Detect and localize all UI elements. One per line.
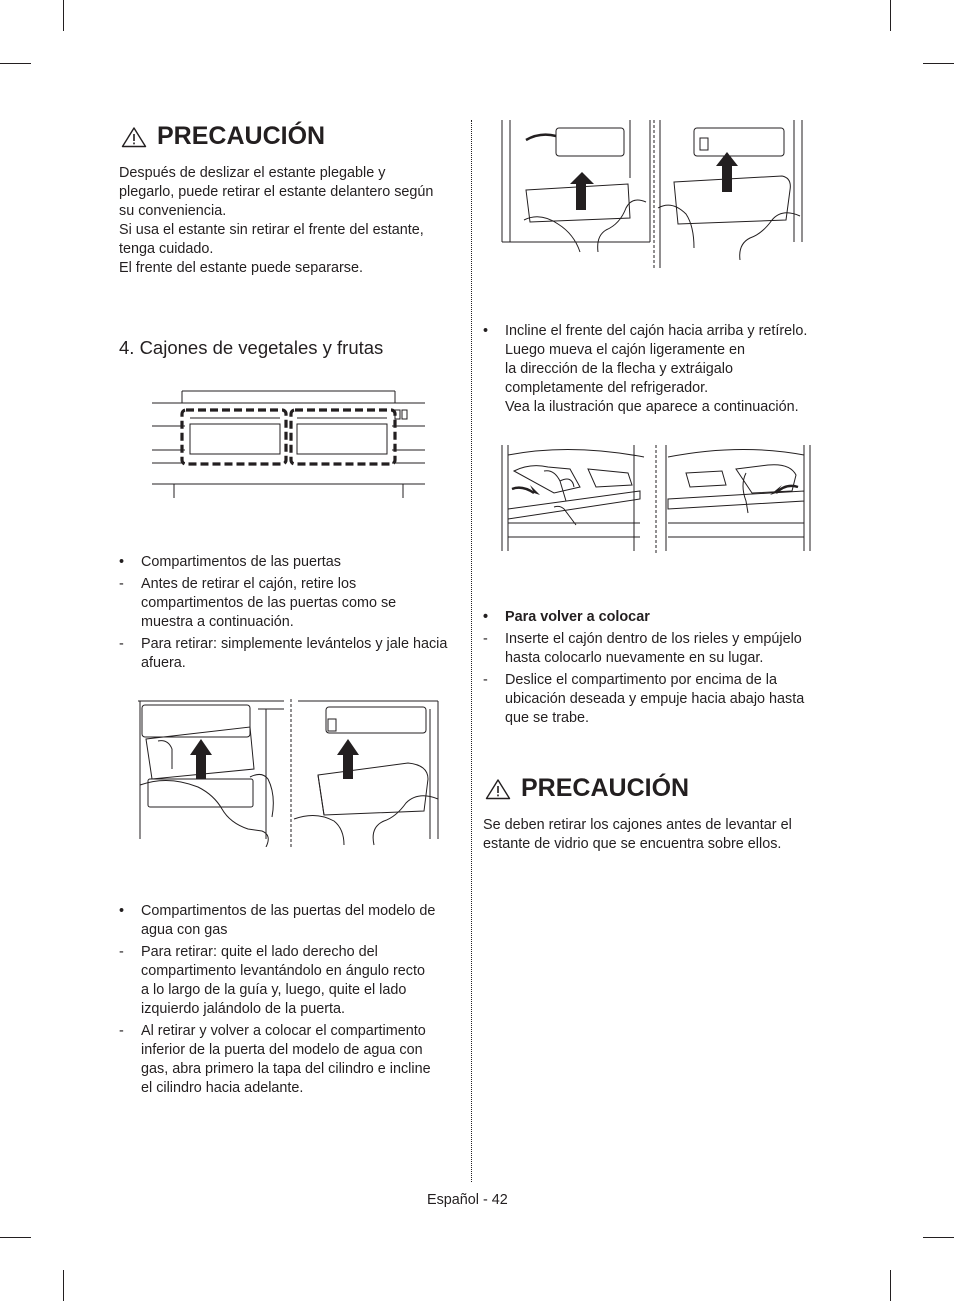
text-line: plegarlo, puede retirar el estante delantero según — [119, 184, 434, 200]
warning-icon — [121, 126, 147, 148]
text-line: ubicación deseada y empuje hacia abajo hasta — [505, 691, 805, 707]
text-line: Compartimentos de las puertas del modelo de — [141, 903, 436, 919]
text-line: estante de vidrio que se encuentra sobre ellos. — [483, 836, 782, 852]
crop-mark — [0, 1237, 31, 1238]
caution-text — [483, 816, 828, 854]
text-line: gas, abra primero la tapa del cilindro e incline — [141, 1061, 431, 1077]
gas-bins-illustration — [500, 120, 805, 268]
text-line: tenga cuidado. — [119, 241, 214, 257]
text-line: Para retirar: quite el lado derecho del — [141, 944, 378, 960]
gas-bins-list — [119, 902, 464, 1101]
text-line: compartimento levantándolo en ángulo recto — [141, 963, 425, 979]
warning-icon — [485, 778, 511, 800]
text-line: afuera. — [141, 655, 186, 671]
bullet: • — [483, 609, 489, 625]
drawers-illustration — [152, 388, 425, 498]
list-item — [483, 630, 828, 668]
caution-text — [119, 164, 464, 278]
text-line: compartimentos de las puertas como se — [141, 595, 397, 611]
text-line: Antes de retirar el cajón, retire los — [141, 576, 357, 592]
bullet: • — [119, 903, 125, 919]
list-item — [483, 608, 828, 627]
text-line: Para retirar: simplemente levántelos y jale hacia — [141, 636, 448, 652]
text-line: que se trabe. — [505, 710, 590, 726]
text-line: completamente del refrigerador. — [505, 380, 709, 396]
text-line: izquierdo jalándolo de la puerta. — [141, 1001, 346, 1017]
list-item — [119, 635, 464, 673]
text-line: Después de deslizar el estante plegable y — [119, 165, 386, 181]
crop-mark — [63, 1270, 64, 1301]
dash: - — [119, 1023, 124, 1039]
text-line: agua con gas — [141, 922, 228, 938]
text-line: Se deben retirar los cajones antes de levantar el — [483, 817, 792, 833]
crop-mark — [0, 63, 31, 64]
text-line: muestra a continuación. — [141, 614, 294, 630]
list-item — [119, 553, 464, 572]
bullet: • — [483, 323, 489, 339]
crop-mark — [890, 0, 891, 31]
text-line: Luego mueva el cajón ligeramente en — [505, 342, 746, 358]
text-line: Deslice el compartimento por encima de la — [505, 672, 777, 688]
text-line: El frente del estante puede separarse. — [119, 260, 364, 276]
caution-heading — [121, 122, 325, 151]
text-line: Al retirar y volver a colocar el compartimento — [141, 1023, 426, 1039]
crop-mark — [923, 1237, 954, 1238]
list-heading: Para volver a colocar — [505, 609, 650, 625]
text-line: a lo largo de la guía y, luego, quite el lado — [141, 982, 407, 998]
dash: - — [483, 672, 488, 688]
crop-mark — [890, 1270, 891, 1301]
drawer-removal-illustration — [500, 445, 812, 553]
reinstall-list — [483, 608, 828, 731]
section-title: 4. Cajones de vegetales y frutas — [119, 337, 384, 358]
list-item — [483, 671, 828, 728]
dash: - — [483, 631, 488, 647]
caution-heading — [485, 774, 689, 803]
text-line: Vea la ilustración que aparece a continuación. — [505, 399, 799, 415]
text-line: el cilindro hacia adelante. — [141, 1080, 304, 1096]
crop-mark — [63, 0, 64, 31]
list-item — [119, 1022, 464, 1098]
crop-mark — [923, 63, 954, 64]
text-line: inferior de la puerta del modelo de agua con — [141, 1042, 423, 1058]
dash: - — [119, 636, 124, 652]
list-item — [483, 322, 828, 417]
text-line: su conveniencia. — [119, 203, 227, 219]
bullet: • — [119, 554, 125, 570]
column-divider — [471, 120, 472, 1182]
list-item — [119, 943, 464, 1019]
page-number: Español - 42 — [427, 1192, 508, 1208]
caution-title: PRECAUCIÓN — [157, 122, 326, 150]
list-item — [119, 575, 464, 632]
caution-title: PRECAUCIÓN — [521, 774, 690, 802]
text-line: Inserte el cajón dentro de los rieles y empújelo — [505, 631, 802, 647]
dash: - — [119, 944, 124, 960]
drawer-list — [483, 322, 828, 420]
dash: - — [119, 576, 124, 592]
door-bins-illustration — [138, 699, 440, 847]
text-line: Incline el frente del cajón hacia arriba y retírelo. — [505, 323, 808, 339]
list-item — [119, 902, 464, 940]
text-line: hasta colocarlo nuevamente en su lugar. — [505, 650, 764, 666]
text-line: la dirección de la flecha y extráigalo — [505, 361, 733, 377]
text-line: Si usa el estante sin retirar el frente del estante, — [119, 222, 424, 238]
door-bins-list — [119, 553, 464, 676]
text-line: Compartimentos de las puertas — [141, 554, 341, 570]
